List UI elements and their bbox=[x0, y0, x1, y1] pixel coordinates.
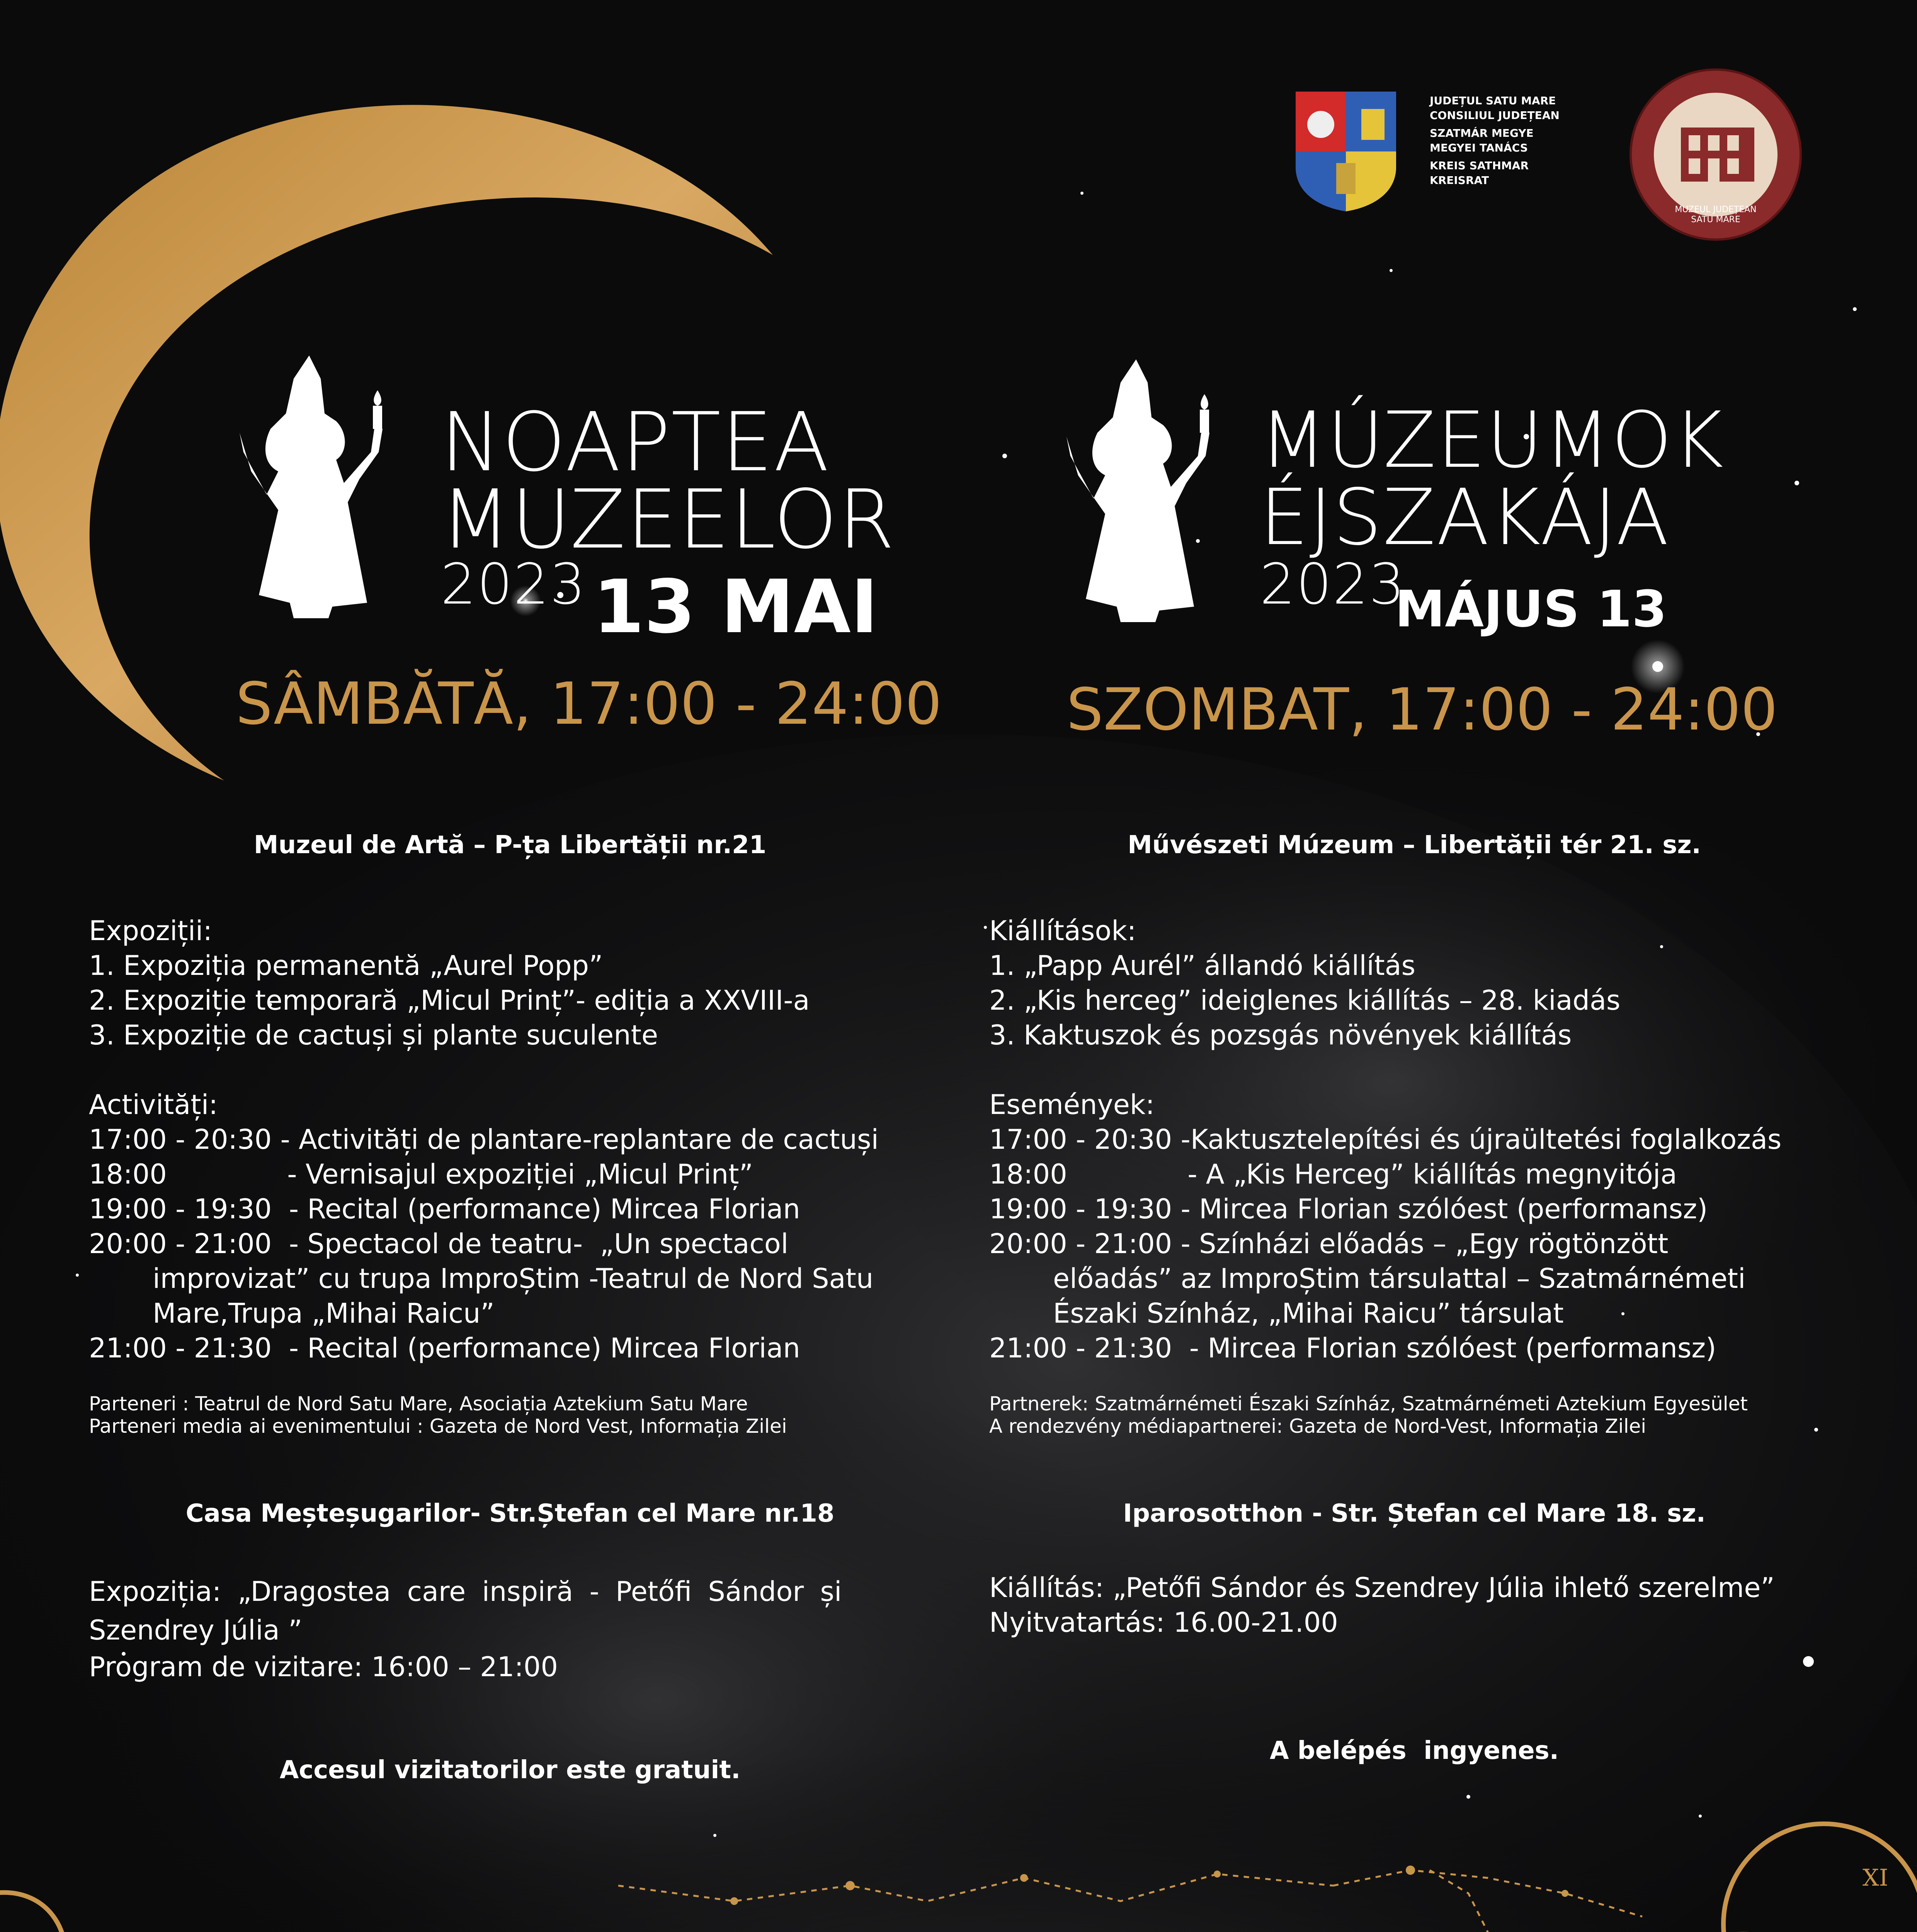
ro-activity-item: 18:00 - Vernisajul expoziției „Micul Prinț” bbox=[89, 1158, 753, 1190]
hu-activity-item: 19:00 - 19:30 - Mircea Florian szólóest (performansz) bbox=[989, 1193, 1708, 1225]
hu-exhibition-item: 1. „Papp Aurél” állandó kiállítás bbox=[989, 950, 1416, 981]
hu-venue2-header: Iparosotthon - Str. Ștefan cel Mare 18. sz. bbox=[1123, 1499, 1706, 1528]
hu-venue1-header: Művészeti Múzeum – Libertății tér 21. sz. bbox=[1128, 831, 1701, 859]
county-line: KREISRAT bbox=[1430, 174, 1489, 187]
ro-title-line1: NOAPTEA bbox=[441, 395, 830, 490]
ro-program-column bbox=[89, 831, 931, 1784]
county-line: JUDEȚUL SATU MARE bbox=[1430, 94, 1556, 107]
ro-title-line2: MUZEELOR bbox=[441, 472, 896, 567]
ro-activity-item: 20:00 - 21:00 - Spectacol de teatru- „Un spectacol bbox=[89, 1228, 789, 1260]
hu-venue2-exhibition: Kiállítás: „Petőfi Sándor és Szendrey Júlia ihlető szerelme” bbox=[989, 1572, 1775, 1604]
ro-venue2-header: Casa Meșteșugarilor- Str.Ștefan cel Mare nr.18 bbox=[185, 1499, 835, 1528]
ro-day-time: SÂMBĂTĂ, 17:00 - 24:00 bbox=[236, 670, 942, 738]
hu-free-entry: A belépés ingyenes. bbox=[1269, 1736, 1559, 1765]
candle-figure-icon bbox=[220, 355, 406, 626]
hu-activity-item: 18:00 - A „Kis Herceg” kiállítás megnyitója bbox=[989, 1158, 1677, 1190]
hu-activity-item: 20:00 - 21:00 - Színházi előadás – „Egy rögtönzött bbox=[989, 1228, 1669, 1260]
hu-exhibition-item: 3. Kaktuszok és pozsgás növények kiállítás bbox=[989, 1019, 1572, 1051]
ro-exhibition-item: 1. Expoziția permanentă „Aurel Popp” bbox=[89, 950, 603, 981]
ro-activity-item-cont: improvizat” cu trupa ImproȘtim -Teatrul de Nord Satu bbox=[153, 1263, 874, 1294]
hu-activities-label: Események: bbox=[989, 1089, 1155, 1121]
county-line: CONSILIUL JUDEȚEAN bbox=[1430, 109, 1560, 122]
ro-venue2-exhibition: Expoziția: „Dragostea care inspiră - Petőfi Sándor și bbox=[89, 1576, 842, 1607]
hu-program-column bbox=[989, 831, 1839, 1765]
ro-venue2-program: Program de vizitare: 16:00 – 21:00 bbox=[89, 1651, 558, 1683]
ro-venue1-header: Muzeul de Artă – P-ța Libertății nr.21 bbox=[253, 831, 767, 859]
county-line: SZATMÁR MEGYE bbox=[1430, 127, 1534, 139]
ro-activity-item: 21:00 - 21:30 - Recital (performance) Mircea Florian bbox=[89, 1332, 800, 1364]
hu-year: 2023 bbox=[1260, 552, 1406, 617]
ro-free-entry: Accesul vizitatorilor este gratuit. bbox=[279, 1756, 741, 1784]
hu-exhibitions-label: Kiállítások: bbox=[989, 915, 1136, 947]
hu-title-line1: MÚZEUMOK bbox=[1260, 395, 1725, 485]
hu-activity-item-cont: előadás” az ImproȘtim társulattal – Szatmárnémeti bbox=[1053, 1263, 1746, 1294]
ro-exhibition-item: 3. Expoziție de cactuși și plante suculente bbox=[89, 1019, 658, 1051]
hu-day-time: SZOMBAT, 17:00 - 24:00 bbox=[1067, 676, 1778, 743]
candle-figure-icon bbox=[1047, 359, 1233, 630]
hu-activity-item: 17:00 - 20:30 -Kaktusztelepítési és újraültetési foglalkozás bbox=[989, 1124, 1782, 1155]
ro-media-partners: Parteneri media ai evenimentului : Gazeta de Nord Vest, Informația Zilei bbox=[89, 1415, 787, 1437]
hu-exhibition-item: 2. „Kis herceg” ideiglenes kiállítás – 28. kiadás bbox=[989, 985, 1621, 1016]
county-coat-of-arms bbox=[1294, 90, 1398, 213]
county-line: MEGYEI TANÁCS bbox=[1430, 141, 1528, 154]
coat-of-arms-icon bbox=[1294, 90, 1398, 213]
county-council-text bbox=[1430, 94, 1584, 188]
hu-partners: Partnerek: Szatmárnémeti Északi Színház, Szatmárnémeti Aztekium Egyesület bbox=[989, 1393, 1748, 1415]
county-museum-logo bbox=[1623, 62, 1808, 247]
hu-activity-item-cont: Északi Színház, „Mihai Raicu” társulat bbox=[1053, 1298, 1564, 1329]
ro-activity-item: 17:00 - 20:30 - Activități de plantare-replantare de cactuși bbox=[89, 1124, 879, 1155]
museum-logo-text: MUZEUL JUDEȚEAN SATU MARE bbox=[1675, 205, 1757, 224]
hu-media-partners: A rendezvény médiapartnerei: Gazeta de Nord-Vest, Informația Zilei bbox=[989, 1415, 1647, 1437]
ro-venue2-exhibition-cont: Szendrey Júlia ” bbox=[89, 1614, 303, 1646]
hu-date: MÁJUS 13 bbox=[1395, 580, 1667, 638]
hu-title-line2: ÉJSZAKÁJA bbox=[1260, 473, 1670, 563]
ro-year: 2023 bbox=[441, 552, 587, 617]
hu-activity-item: 21:00 - 21:30 - Mircea Florian szólóest (performansz) bbox=[989, 1332, 1716, 1364]
ro-partners: Parteneri : Teatrul de Nord Satu Mare, Asociația Aztekium Satu Mare bbox=[89, 1393, 748, 1415]
ro-date: 13 MAI bbox=[593, 564, 878, 650]
svg-text:XI: XI bbox=[1863, 1864, 1888, 1891]
hu-venue2-hours: Nyitvatartás: 16.00-21.00 bbox=[989, 1607, 1338, 1638]
ro-activity-item: 19:00 - 19:30 - Recital (performance) Mircea Florian bbox=[89, 1193, 800, 1225]
ro-activity-item-cont: Mare,Trupa „Mihai Raicu” bbox=[153, 1298, 495, 1329]
ro-activities-label: Activități: bbox=[89, 1089, 218, 1121]
ro-exhibition-item: 2. Expoziție temporară „Micul Prinț”- ediția a XXVIII-a bbox=[89, 985, 810, 1016]
ro-exhibitions-label: Expoziții: bbox=[89, 915, 213, 947]
county-line: KREIS SATHMAR bbox=[1430, 159, 1529, 172]
